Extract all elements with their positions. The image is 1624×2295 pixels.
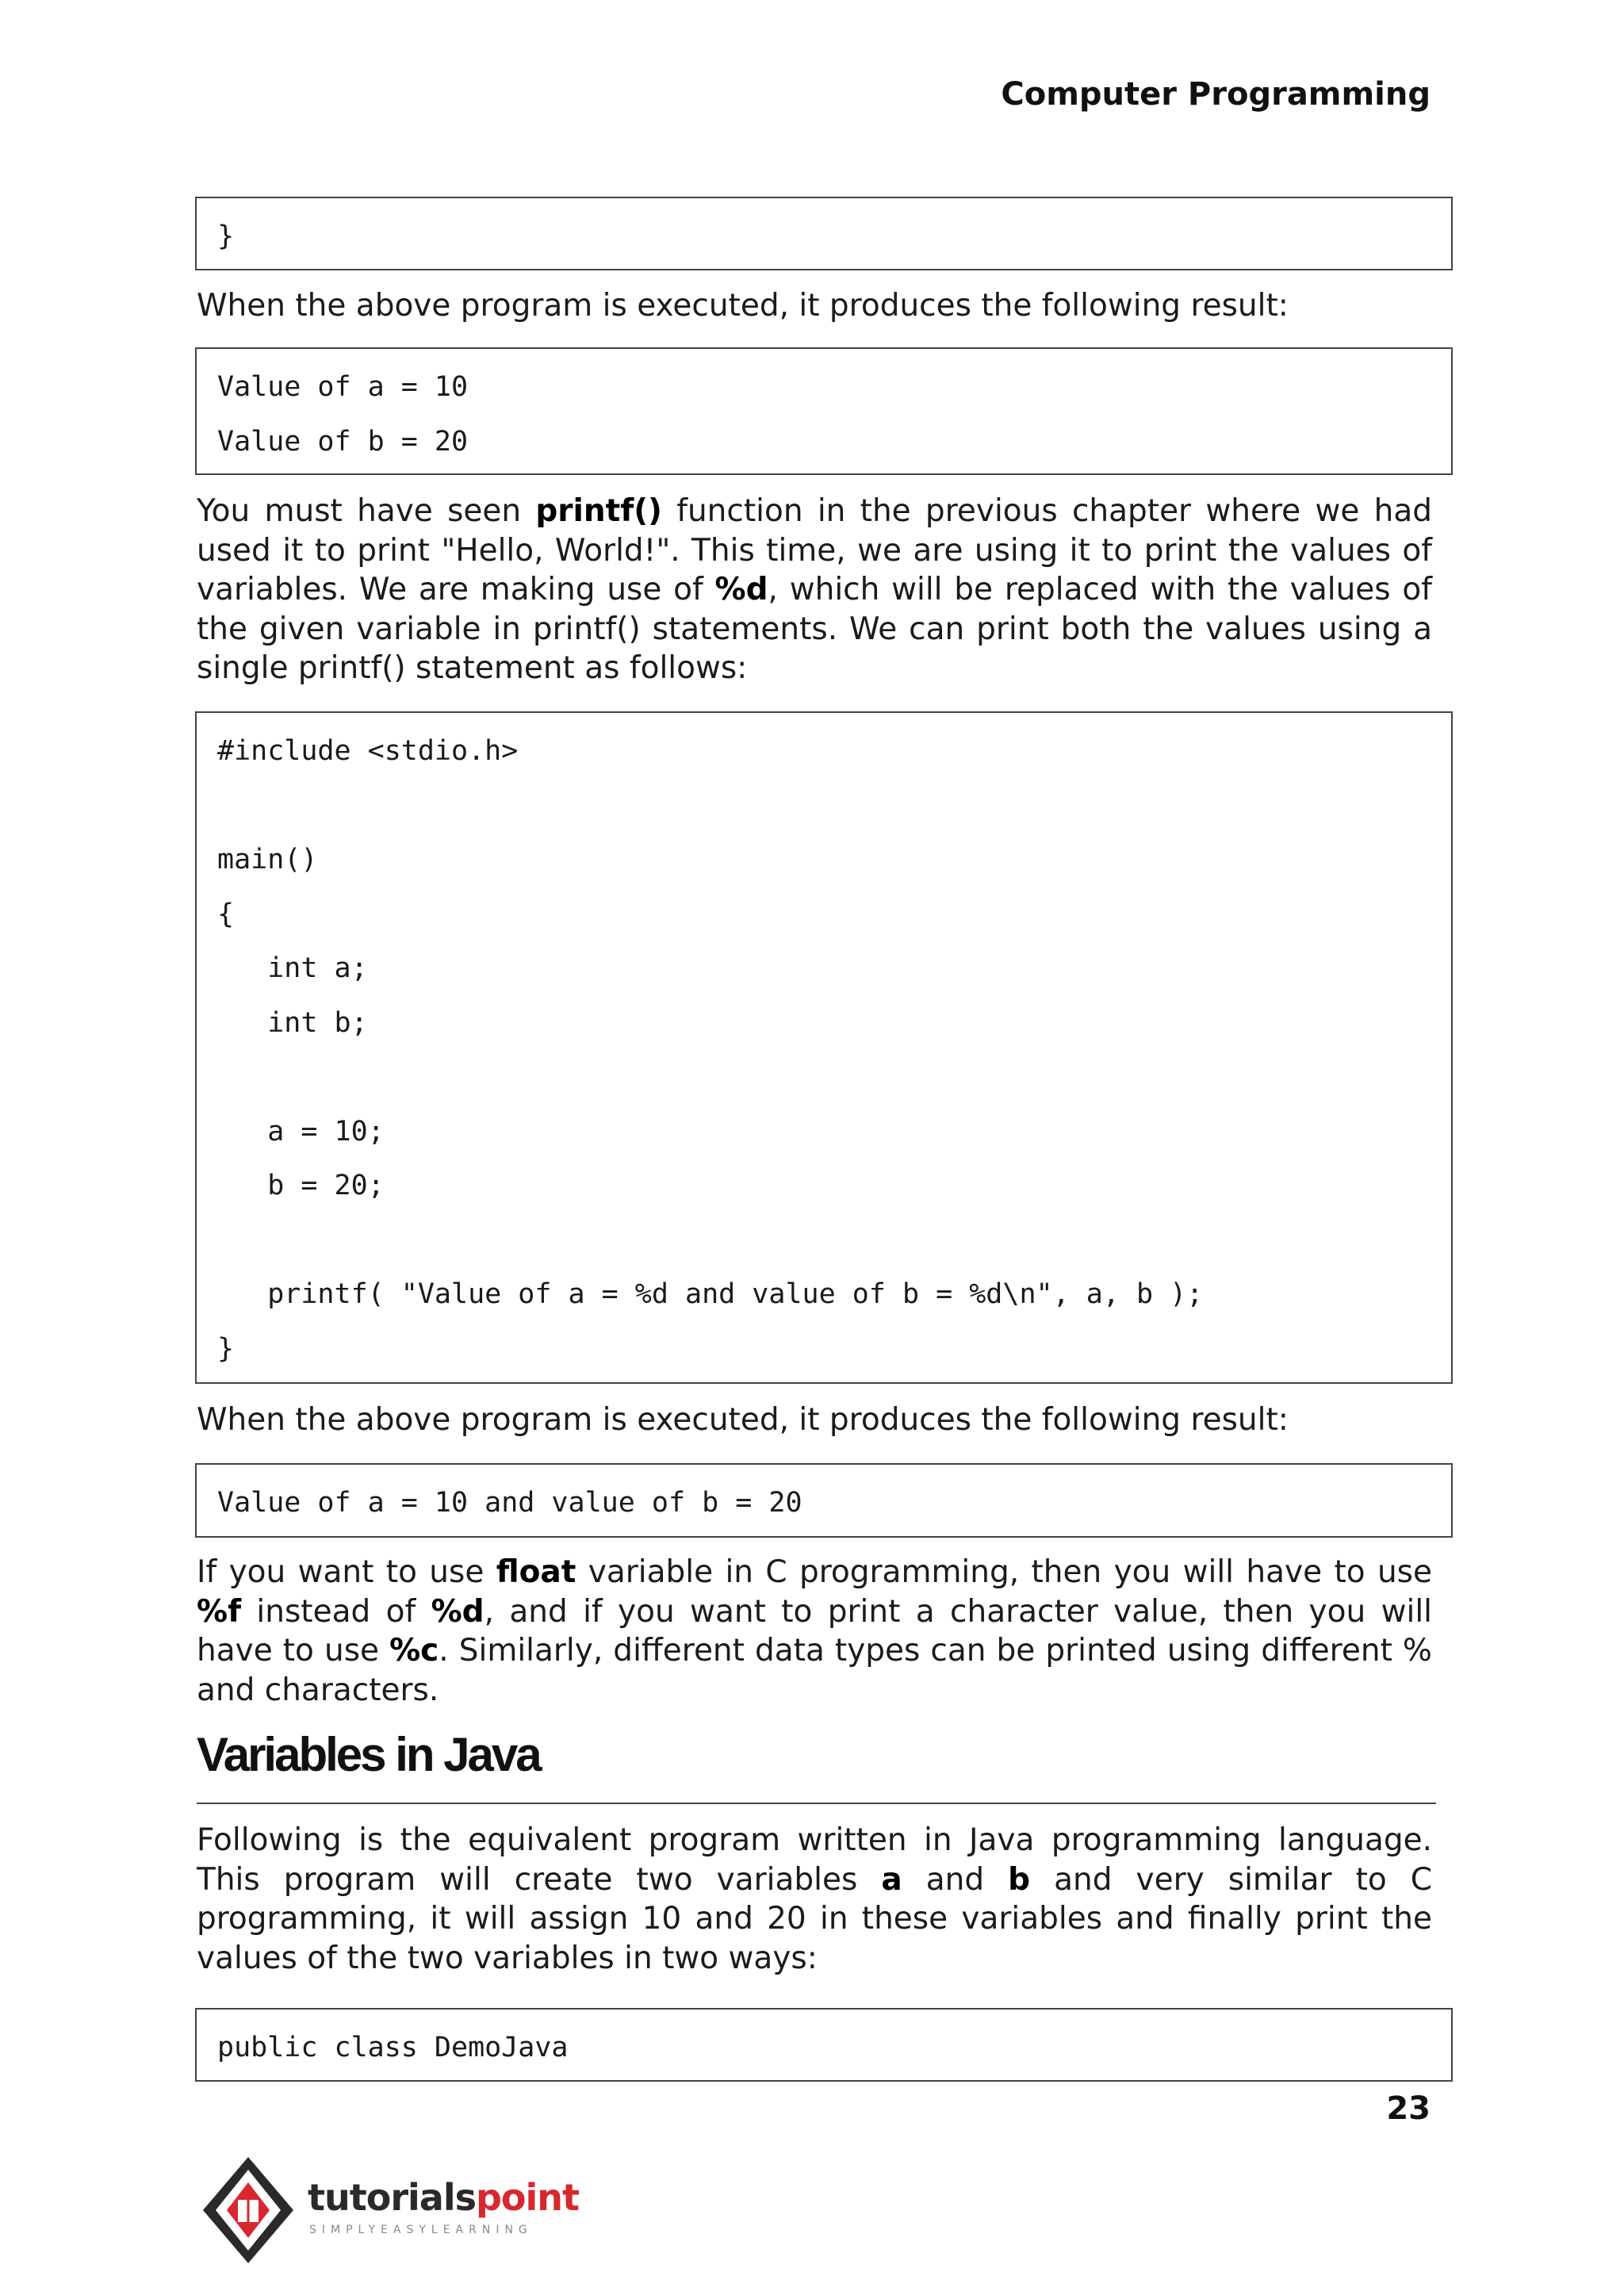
code-line: main() xyxy=(217,844,318,875)
paragraph-float-explanation: If you want to use float variable in C programming, then you will have to use %f instead of %d, and if you want to print a character value, then you will have to use %c. Similarly, different data types can be printed using different % and characters. xyxy=(197,1554,1432,1708)
bold-format-f: %f xyxy=(197,1593,242,1630)
code-block-java xyxy=(195,2008,1453,2082)
code-line xyxy=(217,1050,1451,1105)
logo-diamond-icon xyxy=(197,2151,300,2270)
bold-var-a: a xyxy=(881,1861,902,1898)
code-line: public class DemoJava xyxy=(217,2032,569,2063)
paragraph-java-intro: Following is the equivalent program written in Java programming language. This program will create two variables a and b and very similar to C programming, it will assign 10 and 20 in these variables and finally print the values of the two variables in two ways: xyxy=(197,1822,1433,1976)
code-line: } xyxy=(217,220,235,252)
output-block-2 xyxy=(195,1463,1453,1538)
code-line: int a; xyxy=(217,952,368,984)
tutorialspoint-logo xyxy=(197,2151,593,2270)
code-block-fragment xyxy=(195,197,1453,270)
bold-float: float xyxy=(496,1554,576,1590)
paragraph-printf-explanation: You must have seen printf() function in the previous chapter where we had used it to print "Hello, World!". This time, we are using it to print the values of variables. We are making use of %d, which will be replaced with the values of the given variable in printf() statements. We can print both the values using a single printf() statement as follows: xyxy=(197,493,1432,686)
code-line: { xyxy=(217,898,235,930)
bold-format-c: %c xyxy=(389,1633,439,1669)
code-line: b = 20; xyxy=(217,1170,385,1201)
code-line xyxy=(217,779,1451,833)
bold-format-d: %d xyxy=(431,1593,485,1630)
output-line: Value of b = 20 xyxy=(217,425,469,458)
output-line: Value of a = 10 and value of b = 20 xyxy=(217,1487,802,1519)
section-heading: Variables in Java xyxy=(197,1728,540,1781)
heading-divider xyxy=(197,1803,1436,1804)
bold-format-d: %d xyxy=(714,572,768,607)
page-number: 23 xyxy=(1386,2090,1431,2127)
paragraph-result-intro-2: When the above program is executed, it produces the following result: xyxy=(197,1402,1289,1438)
bold-var-b: b xyxy=(1008,1861,1031,1898)
code-line xyxy=(217,1213,1451,1268)
bold-printf: printf() xyxy=(535,493,662,529)
code-line: } xyxy=(217,1332,235,1365)
running-header: Computer Programming xyxy=(1001,76,1431,113)
logo-tagline: SIMPLYEASYLEARNING xyxy=(309,2224,533,2236)
output-line: Value of a = 10 xyxy=(217,371,469,403)
output-block-1 xyxy=(195,347,1453,475)
code-line: #include <stdio.h> xyxy=(217,735,519,767)
code-line: a = 10; xyxy=(217,1115,385,1148)
code-line: int b; xyxy=(217,1006,368,1039)
code-line: printf( "Value of a = %d and value of b = %d\n", a, b ); xyxy=(217,1278,1204,1310)
code-block-c-program xyxy=(195,711,1453,1384)
logo-wordmark: tutorialspoint xyxy=(308,2176,580,2219)
paragraph-result-intro: When the above program is executed, it produces the following result: xyxy=(197,288,1289,324)
